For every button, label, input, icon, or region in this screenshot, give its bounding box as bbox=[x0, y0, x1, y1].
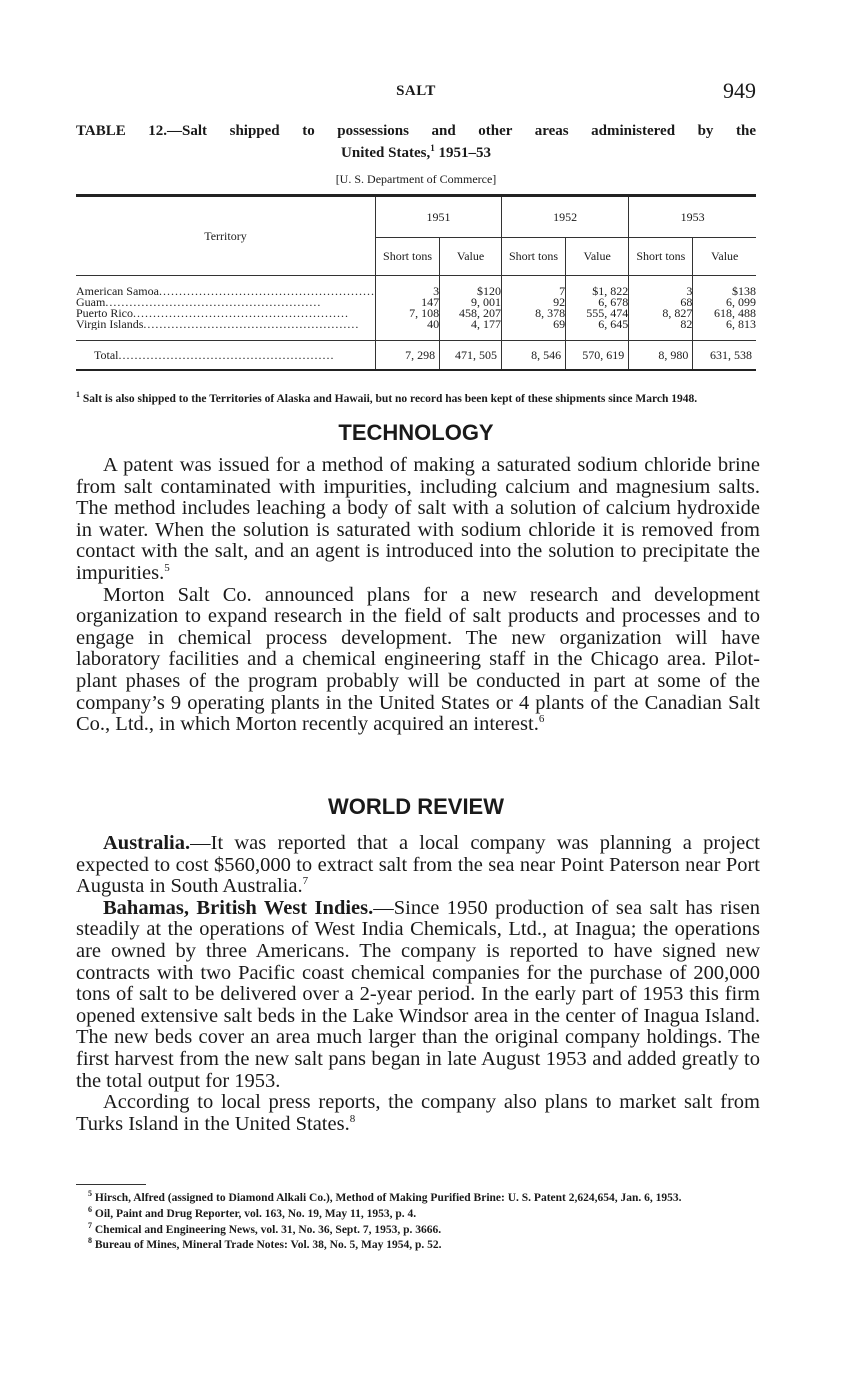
footnote-ref: 8 bbox=[349, 1112, 356, 1125]
paragraph-text: Morton Salt Co. announced plans for a new research and development organization to expand research in the field of salt products and processes and to engage in chemical process development. The new organization will have laboratory facilities and a chemical engineering staff in the Chicago area. Pilot-plant phases of the program probably will be conducted in part at some of the company’s 9 operating plants in the United States or 4 plants of the Canadian Salt Co., Ltd., in which Morton recently acquired an interest. bbox=[76, 583, 760, 736]
technology-paragraph bbox=[76, 455, 760, 585]
cell-value-1951: 4, 177 bbox=[440, 319, 502, 330]
cell-value-1953: 6, 099 bbox=[693, 297, 756, 308]
header-short-tons: Short tons bbox=[629, 238, 693, 276]
table-row bbox=[76, 319, 756, 330]
territory-cell bbox=[76, 286, 375, 297]
cell-value-1952: 555, 474 bbox=[566, 308, 629, 319]
total-short-tons-1952: 8, 546 bbox=[501, 341, 565, 371]
cell-short-tons-1952: 7 bbox=[501, 286, 565, 297]
footnote-item bbox=[76, 1204, 766, 1220]
table-row bbox=[76, 286, 756, 297]
header-value: Value bbox=[566, 238, 629, 276]
table-row bbox=[76, 308, 756, 319]
footnote-text: Hirsch, Alfred (assigned to Diamond Alkali Co.), Method of Making Purified Brine: U. S. Patent 2,624,654, Jan. 6, 1953. bbox=[92, 1191, 682, 1204]
header-year-1951: 1951 bbox=[375, 196, 501, 238]
footnote-text: Bureau of Mines, Mineral Trade Notes: Vol. 38, No. 5, May 1954, p. 52. bbox=[92, 1239, 442, 1252]
footnote-mark: 8 bbox=[88, 1236, 92, 1246]
cell-short-tons-1953: 3 bbox=[629, 286, 693, 297]
total-short-tons-1953: 8, 980 bbox=[629, 341, 693, 371]
total-value-1952: 570, 619 bbox=[566, 341, 629, 371]
paragraph-text: According to local press reports, the company also plans to market salt from Turks Island in the United States. bbox=[76, 1091, 760, 1135]
footnote-item bbox=[76, 1235, 766, 1251]
dot-leader bbox=[143, 319, 359, 330]
salt-shipments-table bbox=[76, 194, 756, 371]
total-short-tons-1951: 7, 298 bbox=[375, 341, 439, 371]
cell-value-1953: 618, 488 bbox=[693, 308, 756, 319]
cell-value-1951: $120 bbox=[440, 286, 502, 297]
header-value: Value bbox=[693, 238, 756, 276]
world-review-paragraph bbox=[76, 898, 760, 1092]
world-review-paragraph bbox=[76, 833, 760, 898]
footnote-text: Chemical and Engineering News, vol. 31, No. 36, Sept. 7, 1953, p. 3666. bbox=[92, 1223, 442, 1236]
footnote-mark: 5 bbox=[88, 1189, 92, 1198]
table-footnote bbox=[76, 389, 758, 405]
running-head bbox=[76, 78, 756, 104]
world-review-heading: WORLD REVIEW bbox=[328, 794, 504, 819]
cell-value-1952: $1, 822 bbox=[566, 286, 629, 297]
cell-short-tons-1952: 92 bbox=[501, 297, 565, 308]
cell-short-tons-1952: 8, 378 bbox=[501, 308, 565, 319]
cell-short-tons-1951: 147 bbox=[375, 297, 439, 308]
page-footnotes bbox=[76, 1188, 766, 1251]
cell-short-tons-1951: 40 bbox=[375, 319, 439, 330]
header-short-tons: Short tons bbox=[501, 238, 565, 276]
table-caption bbox=[76, 123, 756, 162]
cell-value-1952: 6, 678 bbox=[566, 297, 629, 308]
header-short-tons: Short tons bbox=[375, 238, 439, 276]
table-header-row-years bbox=[76, 196, 756, 238]
total-label-cell bbox=[76, 341, 375, 371]
cell-value-1953: 6, 813 bbox=[693, 319, 756, 330]
cell-value-1951: 458, 207 bbox=[440, 308, 502, 319]
territory-name: Puerto Rico bbox=[76, 308, 133, 319]
caption-footnote-mark: 1 bbox=[430, 143, 435, 153]
territory-cell bbox=[76, 319, 375, 330]
footnote-mark: 7 bbox=[88, 1220, 92, 1230]
dot-leader bbox=[159, 286, 375, 297]
cell-short-tons-1953: 68 bbox=[629, 297, 693, 308]
cell-short-tons-1953: 8, 827 bbox=[629, 308, 693, 319]
territory-cell bbox=[76, 297, 375, 308]
cell-short-tons-1951: 3 bbox=[375, 286, 439, 297]
footnote-ref: 5 bbox=[164, 562, 170, 575]
footnote-ref: 7 bbox=[302, 875, 309, 888]
total-label: Total bbox=[94, 347, 119, 362]
page-number: 949 bbox=[723, 78, 756, 103]
footnote-ref: 6 bbox=[538, 713, 545, 726]
dot-leader bbox=[105, 297, 321, 308]
paragraph-lead: Australia. bbox=[103, 832, 191, 854]
cell-value-1953: $138 bbox=[693, 286, 756, 297]
table-total-row bbox=[76, 341, 756, 371]
footnote-item bbox=[76, 1220, 766, 1236]
cell-short-tons-1953: 82 bbox=[629, 319, 693, 330]
table-spacer-row bbox=[76, 330, 756, 341]
table-footnote-text: Salt is also shipped to the Territories of Alaska and Hawaii, but no record has been kept of these shipments since March 1948. bbox=[80, 392, 698, 405]
paragraph-text: —It was reported that a local company was planning a project expected to cost $560,000 to extract salt from the sea near Point Paterson near Port Augusta in South Australia. bbox=[76, 832, 760, 898]
territory-name: Guam bbox=[76, 297, 106, 308]
paragraph-text: —Since 1950 production of sea salt has risen steadily at the operations of West India Chemicals, Ltd., at Inagua; the operations are owned by three Americans. The company is reported to have signed new contracts with two Pacific coast chemical companies for the purchase of 200,000 tons of salt to be delivered over a 2-year period. In the early part of 1953 this firm opened extensive salt beds in the Lake Windsor area in the center of Inagua Island. The new beds cover an area much larger than the original company holdings. The first harvest from the new salt pans began in late August 1953 and added greatly to the total output for 1953. bbox=[76, 896, 761, 1092]
cell-short-tons-1952: 69 bbox=[501, 319, 565, 330]
table-caption-line2 bbox=[76, 140, 756, 162]
caption-years: 1951–53 bbox=[434, 145, 491, 161]
territory-name: Virgin Islands bbox=[76, 319, 144, 330]
table-caption-line1: TABLE 12.—Salt shipped to possessions and other areas administered by the bbox=[76, 123, 756, 139]
header-value: Value bbox=[440, 238, 502, 276]
cell-value-1952: 6, 645 bbox=[566, 319, 629, 330]
table-source-note: [U. S. Department of Commerce] bbox=[335, 172, 497, 186]
cell-value-1951: 9, 001 bbox=[440, 297, 502, 308]
dot-leader bbox=[119, 348, 335, 362]
table-footnote-mark: 1 bbox=[76, 390, 80, 399]
world-review-section bbox=[76, 833, 760, 1135]
header-territory: Territory bbox=[204, 228, 247, 243]
footnote-item bbox=[76, 1188, 766, 1204]
footnote-mark: 6 bbox=[88, 1204, 92, 1214]
paragraph-text: A patent was issued for a method of making a saturated sodium chloride brine from salt contaminated with impurities, including calcium and magnesium salts. The method includes leaching a body of salt with a solution of calcium hydroxide in water. When the solution is saturated with sodium chloride it is removed from contact with the salt, and an agent is introduced into the solution to precipitate the impurities. bbox=[76, 454, 760, 584]
territory-name: American Samoa bbox=[76, 286, 159, 297]
footnote-divider bbox=[76, 1184, 146, 1185]
world-review-paragraph bbox=[76, 1092, 760, 1135]
technology-section bbox=[76, 455, 760, 736]
header-year-1952: 1952 bbox=[501, 196, 628, 238]
dot-leader bbox=[133, 308, 349, 319]
footnote-text: Oil, Paint and Drug Reporter, vol. 163, No. 19, May 11, 1953, p. 4. bbox=[92, 1207, 417, 1220]
total-value-1951: 471, 505 bbox=[440, 341, 502, 371]
caption-text: United States, bbox=[341, 145, 431, 161]
cell-short-tons-1951: 7, 108 bbox=[375, 308, 439, 319]
territory-cell bbox=[76, 308, 375, 319]
total-value-1953: 631, 538 bbox=[693, 341, 756, 371]
technology-paragraph bbox=[76, 585, 760, 736]
running-title: SALT bbox=[396, 83, 436, 99]
technology-heading: TECHNOLOGY bbox=[338, 420, 494, 445]
header-year-1953: 1953 bbox=[629, 196, 756, 238]
paragraph-lead: Bahamas, British West Indies. bbox=[103, 896, 374, 919]
table-spacer-row bbox=[76, 276, 756, 287]
